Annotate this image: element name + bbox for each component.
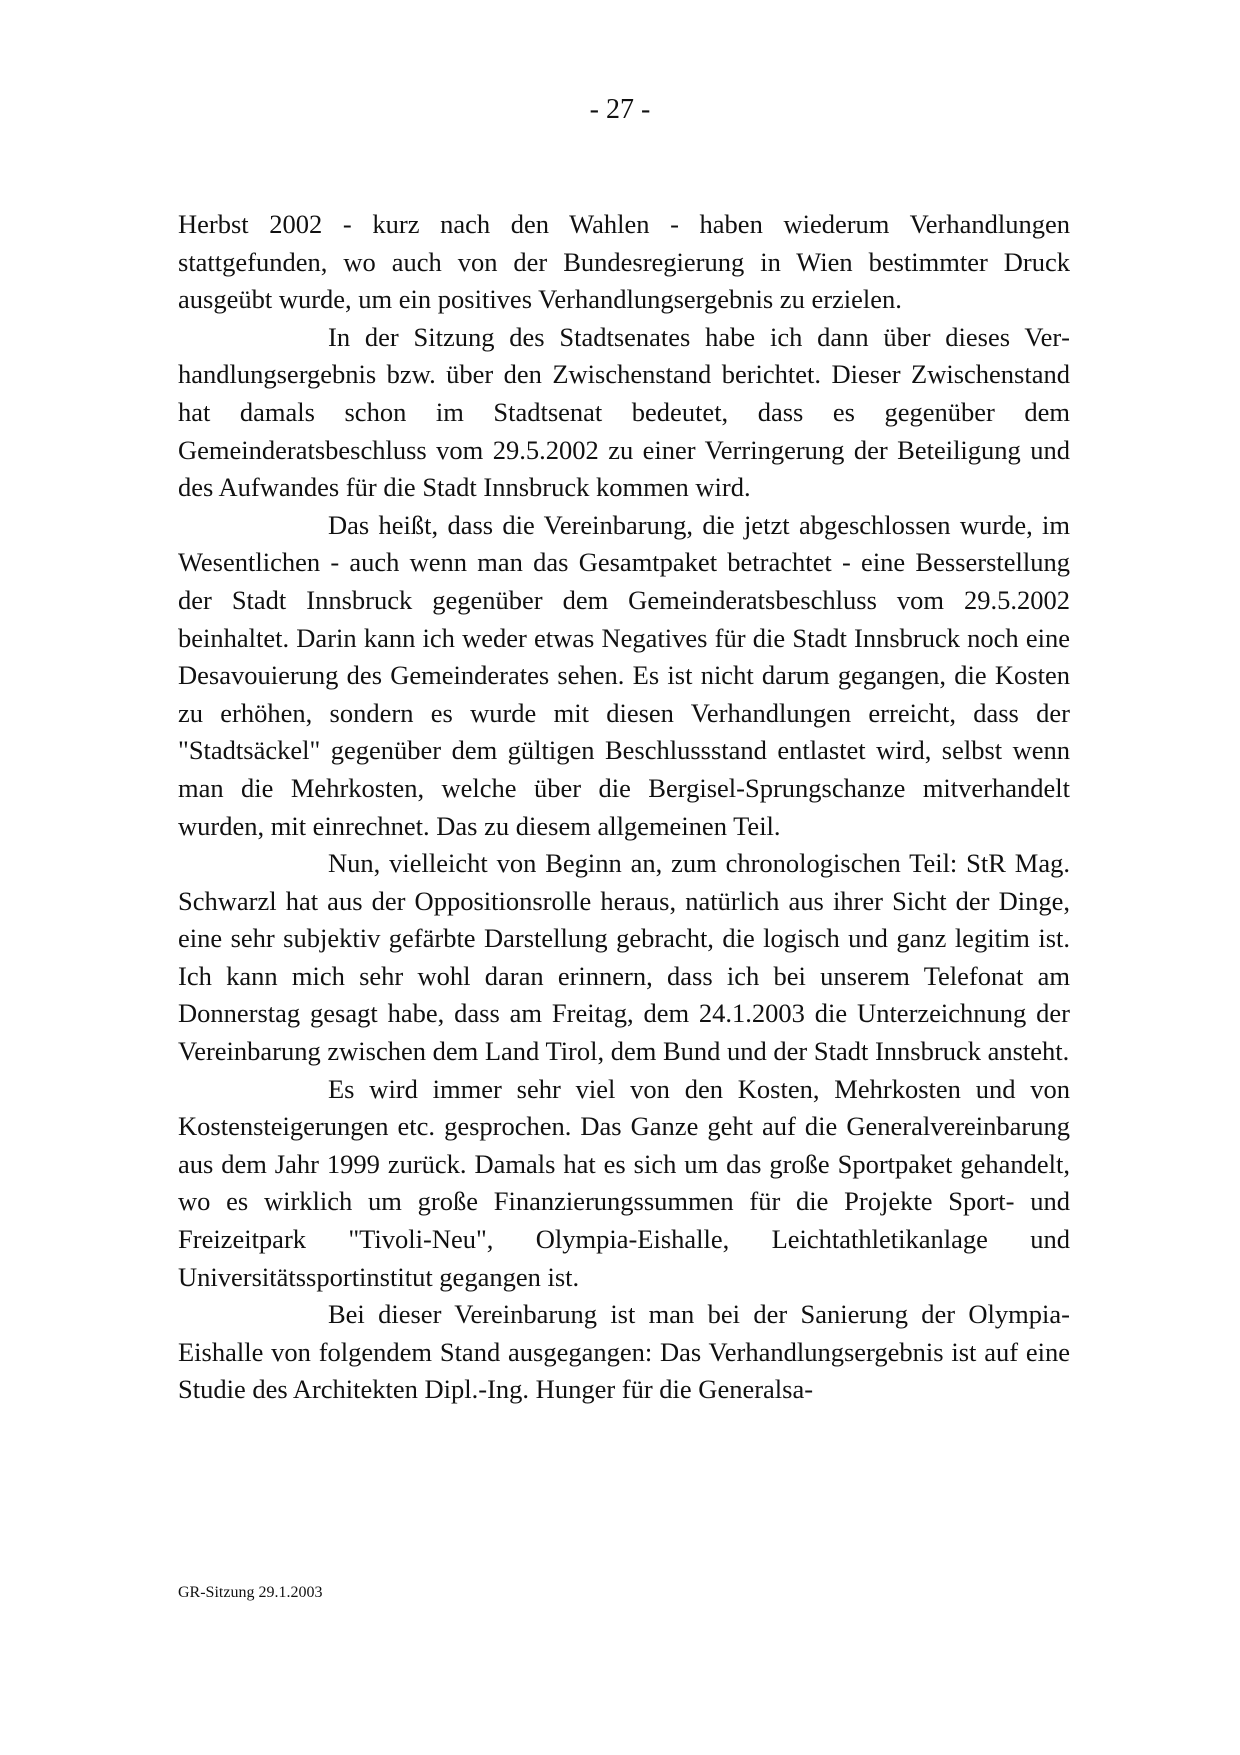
paragraph-4: Nun, vielleicht von Beginn an, zum chronologischen Teil: StR Mag. Schwarzl hat aus der Oppositionsrolle heraus, natürlich aus ihrer Sicht der Dinge, eine sehr subjektiv gefärbte Darstellung gebracht, die logisch und ganz legitim ist. Ich kann mich sehr wohl daran erinnern, dass ich bei unserem Telefonat am Donnerstag gesagt habe, dass am Freitag, dem 24.1.2003 die Unterzeichnung der Vereinbarung zwischen dem Land Tirol, dem Bund und der Stadt Innsbruck ansteht. [178, 848, 1070, 1067]
paragraph-3: Das heißt, dass die Vereinbarung, die jetzt abgeschlossen wurde, im Wesentlichen - auch wenn man das Gesamtpaket betrachtet - eine Besserstellung der Stadt Innsbruck gegenüber dem Gemeinderatsbeschluss vom 29.5.2002 beinhaltet. Darin kann ich weder etwas Negatives für die Stadt Innsbruck noch eine Desavouierung des Gemeinderates sehen. Es ist nicht darum gegangen, die Kosten zu erhöhen, sondern es wurde mit diesen Verhandlungen erreicht, dass der "Stadtsäckel" gegenüber dem gültigen Beschlussstand entlastet wird, selbst wenn man die Mehrkosten, welche über die Bergisel-Sprungschanze mitverhandelt wurden, mit einrechnet. Das zu diesem allgemeinen Teil. [178, 509, 1070, 841]
paragraph-5: Es wird immer sehr viel von den Kosten, Mehrkosten und von Kostensteigerungen etc. gesprochen. Das Ganze geht auf die Generalvereinbarung aus dem Jahr 1999 zurück. Damals hat es sich um das große Sportpaket gehandelt, wo es wirklich um große Finanzierungssummen für die Projekte Sport- und Freizeitpark "Tivoli-Neu", Olympia-Eishalle, Leichtathletikanlage und Universitätssportinstitut gegangen ist. [178, 1073, 1070, 1292]
document-body [178, 206, 1070, 1409]
paragraph-6: Bei dieser Vereinbarung ist man bei der Sanierung der Olympia-Eishalle von folgendem Stand ausgegangen: Das Verhandlungsergebnis ist auf eine Studie des Architekten Dipl.-Ing. Hunger für die Generalsa- [178, 1299, 1070, 1405]
paragraph-2: In der Sitzung des Stadtsenates habe ich dann über dieses Verhandlungsergebnis bzw. über den Zwischenstand berichtet. Dieser Zwischenstand hat damals schon im Stadtsenat bedeutet, dass es gegenüber dem Gemeinderatsbeschluss vom 29.5.2002 zu einer Verringerung der Beteiligung und des Aufwandes für die Stadt Innsbruck kommen wird. [178, 321, 1070, 503]
footer-session-date: GR-Sitzung 29.1.2003 [178, 1584, 323, 1601]
paragraph-1: Herbst 2002 - kurz nach den Wahlen - haben wiederum Verhandlungen stattgefunden, wo auch von der Bundesregierung in Wien bestimmter Druck ausgeübt wurde, um ein positives Verhandlungsergebnis zu erzielen. [178, 209, 1070, 315]
page-number: - 27 - [589, 94, 651, 125]
